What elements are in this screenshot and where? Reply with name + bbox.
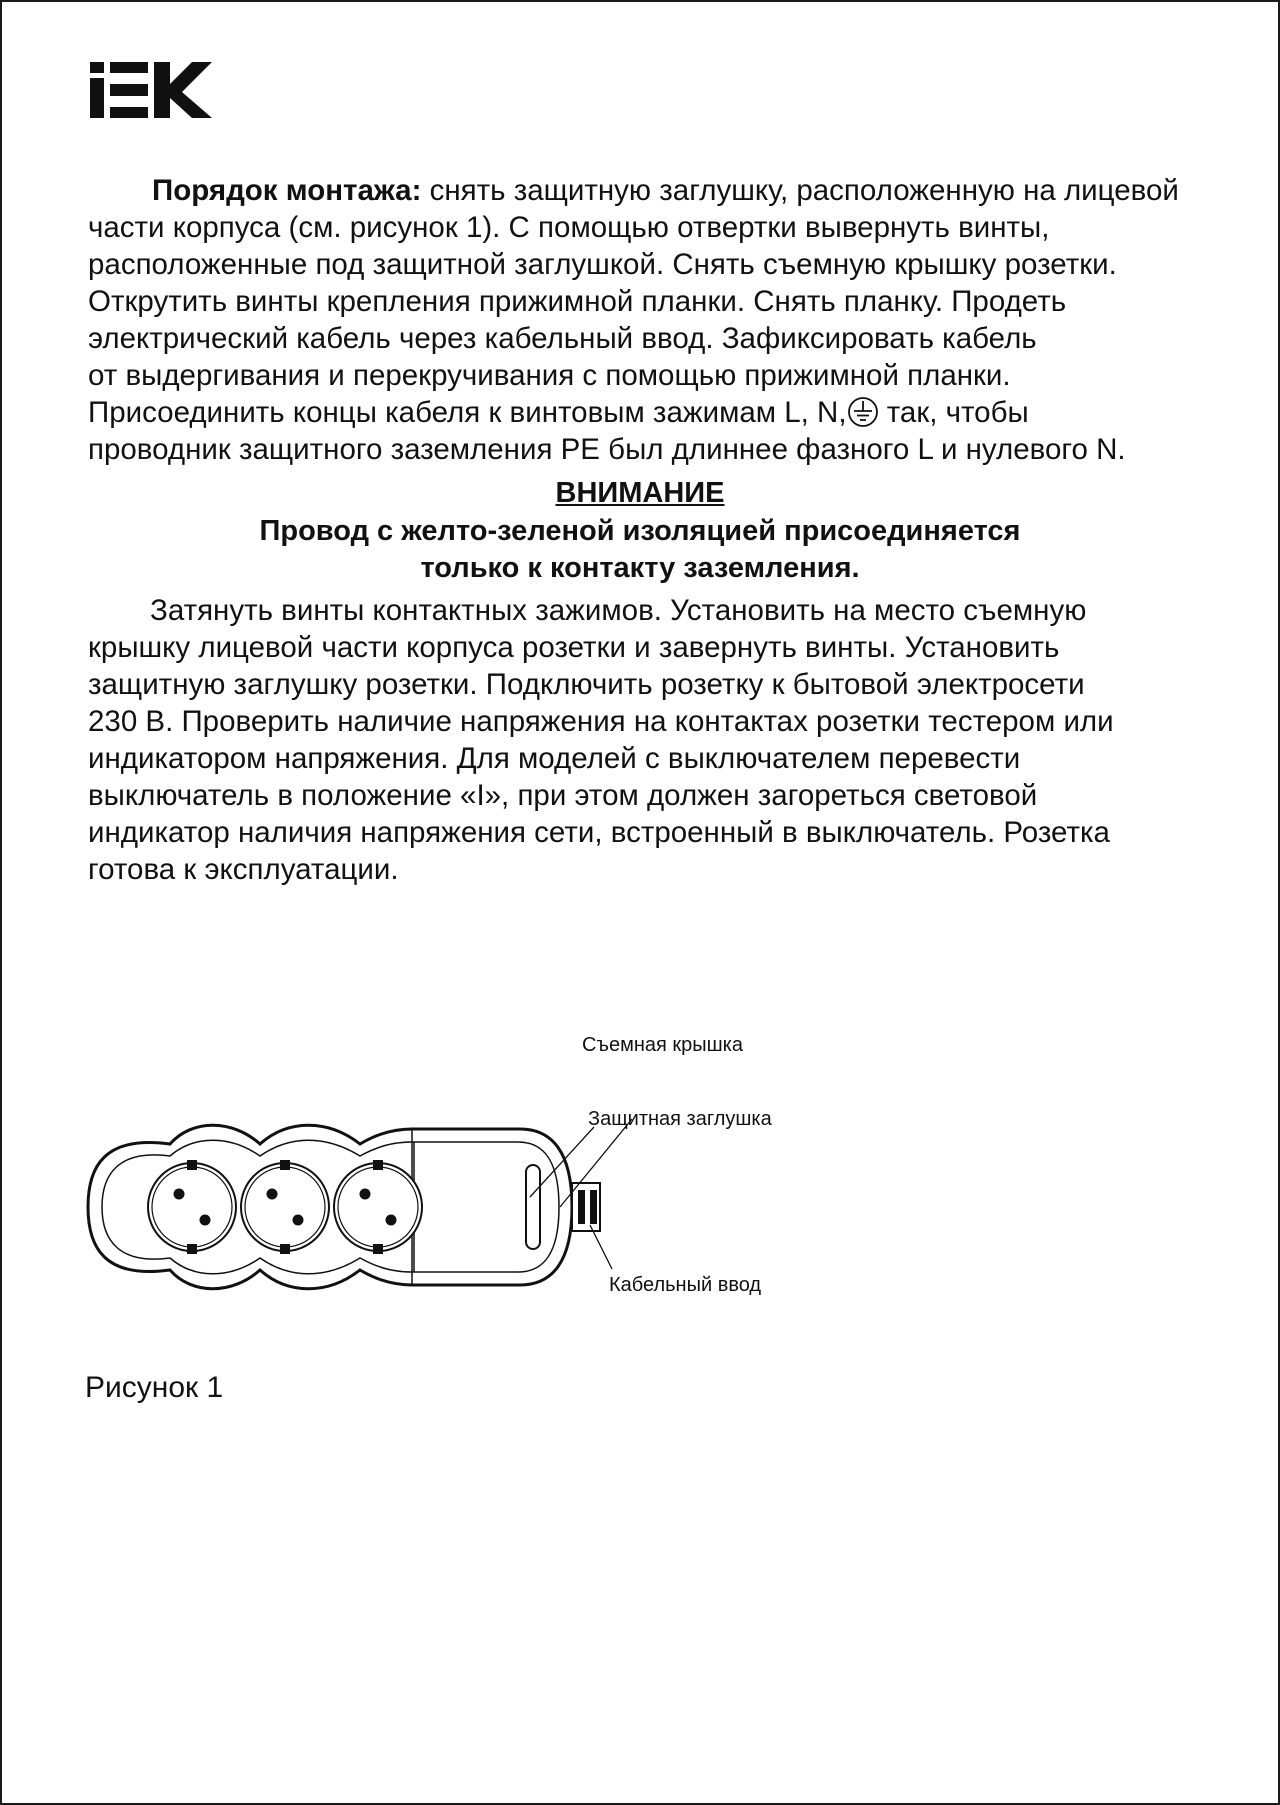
- figure-1: [82, 1007, 902, 1317]
- text-line: защитную заглушку розетки. Подключить розетку к бытовой электросети: [88, 668, 1085, 701]
- warning-text: [2, 513, 1278, 587]
- text-line: части корпуса (см. рисунок 1). С помощью отвертки вывернуть винты,: [88, 211, 1050, 244]
- text-line: индикатор наличия напряжения сети, встроенный в выключатель. Розетка: [88, 816, 1110, 849]
- text-line: электрический кабель через кабельный ввод. Зафиксировать кабель: [88, 322, 1037, 355]
- text-line: расположенные под защитной заглушкой. Снять съемную крышку розетки.: [88, 248, 1117, 281]
- text-line: выключатель в положение «I», при этом должен загореться световой: [88, 779, 1038, 812]
- installation-paragraph: [88, 172, 1238, 468]
- text-line: индикатором напряжения. Для моделей с выключателем перевести: [88, 742, 1021, 775]
- text-line: так, чтобы: [886, 396, 1029, 429]
- text-line: крышку лицевой части корпуса розетки и завернуть винты. Установить: [88, 631, 1060, 664]
- warning-line: только к контакту заземления.: [420, 552, 860, 584]
- text-line: проводник защитного заземления PE был длиннее фазного L и нулевого N.: [88, 433, 1126, 466]
- warning-title: ВНИМАНИЕ: [555, 477, 725, 509]
- text-line: Присоединить концы кабеля к винтовым зажимам L, N,: [88, 396, 847, 429]
- text-line: готова к эксплуатации.: [88, 853, 399, 886]
- warning-line: Провод с желто-зеленой изоляцией присоединяется: [259, 515, 1021, 547]
- text-line: снять защитную заглушку, расположенную на лицевой: [429, 174, 1179, 207]
- callout-protective-cap: Защитная заглушка: [588, 1108, 772, 1130]
- text-line: Затянуть винты контактных зажимов. Установить на место съемную: [150, 594, 1087, 627]
- callout-removable-cover: Съемная крышка: [582, 1034, 743, 1056]
- power-strip-drawing: [82, 1007, 902, 1317]
- callout-cable-entry: Кабельный ввод: [609, 1274, 762, 1296]
- text-line: 230 В. Проверить наличие напряжения на контактах розетки тестером или: [88, 705, 1114, 738]
- ground-symbol-icon: [847, 396, 879, 428]
- figure-caption: Рисунок 1: [85, 1371, 224, 1404]
- text-line: Открутить винты крепления прижимной планки. Снять планку. Продеть: [88, 285, 1067, 318]
- installation-heading: Порядок монтажа:: [152, 174, 422, 207]
- connection-paragraph: [88, 592, 1238, 888]
- iek-logo: [90, 62, 212, 118]
- text-line: от выдергивания и перекручивания с помощью прижимной планки.: [88, 359, 1011, 392]
